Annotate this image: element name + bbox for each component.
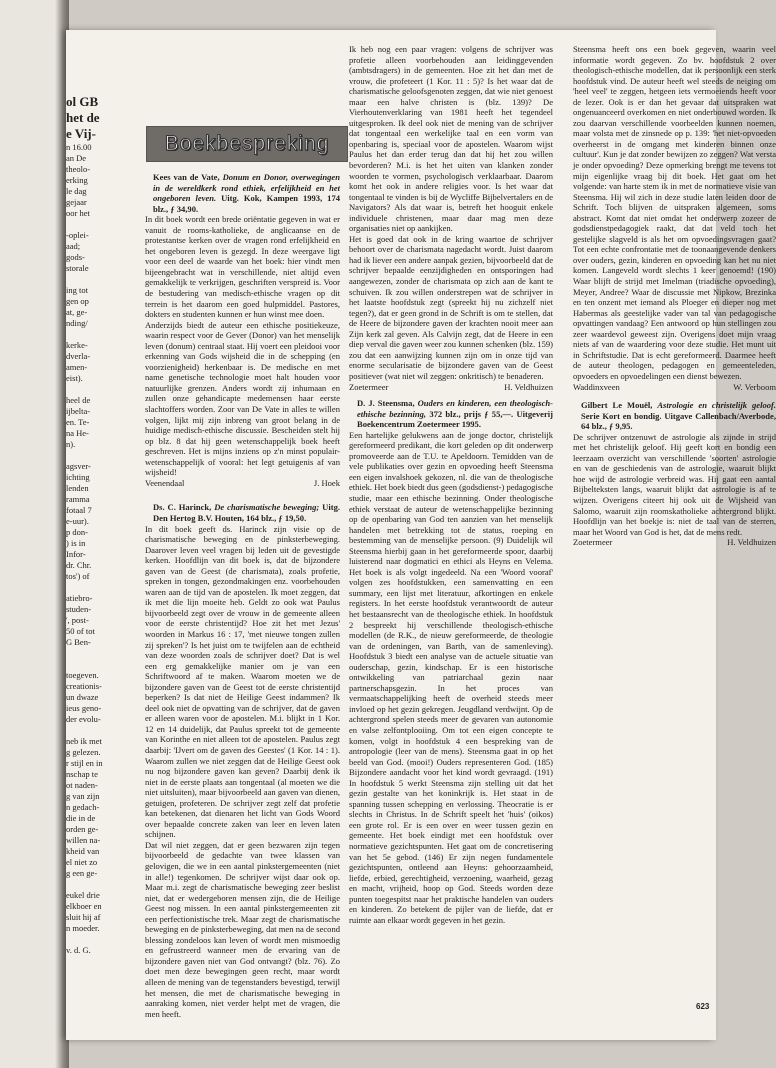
fragment-line: n moeder.	[66, 923, 100, 933]
review1-heading: Kees van de Vate, Donum en Donor, overwegingen in de wereldkerk rond ethiek, erfelijkheid en het ongeboren leven. Uitg. Kok, Kampen 1993, 174 blz., ƒ 34,90.	[153, 172, 340, 214]
fragment-line	[66, 659, 122, 670]
fragment-line: g van zijn	[66, 791, 100, 801]
fragment-line	[66, 384, 122, 395]
fragment-line: elkboer en	[66, 901, 102, 911]
fragment-line: eist).	[66, 373, 83, 383]
fragment-line: nschap te	[66, 769, 98, 779]
fragment-heading-line: het de	[66, 110, 100, 125]
fragment-line: eukel drie	[66, 890, 100, 900]
review4-body: De schrijver ontzenuwt de astrologie als zijnde in strijd met het christelijk geloof. Hij geeft kort en bondig een leerzaam overzicht van verschillende 'soorten' astrologie en van de geschiedenis van de astrologie, waaruit blijkt hoe wijd de astrologie verbreid was. Hij gaat een aantal Bijbelteksten langs, waaruit blijkt dat astrologie is af te wijzen. Overigens citeert hij ook uit de Wijsheid van Salomo, waaruit zijn roomskatholieke achtergrond blijkt. Hoofdlijn van het boekje is: niet de taal van de sterren, maar het Woord van God is het, dat de mens redt.	[573, 431, 776, 537]
column-2	[349, 44, 553, 925]
fragment-line: at, ge-	[66, 307, 88, 317]
fragment-line: e-uur).	[66, 516, 89, 526]
fragment-line: toegeven.	[66, 670, 99, 680]
review2-heading: Ds. C. Harinck, De charismatische beweging; Uitg. Den Hertog B.V. Houten, 164 blz., ƒ 19,50.	[153, 502, 340, 523]
column-1	[145, 172, 340, 1019]
fragment-line: dr. Chr.	[66, 560, 92, 570]
fragment-line: oor het	[66, 208, 90, 218]
fragment-line: ', post-	[66, 615, 89, 625]
fragment-line: 50 of tot	[66, 626, 95, 636]
fragment-line: ing tot	[66, 285, 88, 295]
review2-signature: Zoetermeer H. Veldhuizen	[349, 381, 553, 392]
fragment-line: erking	[66, 175, 88, 185]
fragment-line	[66, 934, 122, 945]
fragment-line: el niet zo	[66, 857, 98, 867]
review1-signature: Veenendaal J. Hoek	[145, 477, 340, 488]
fragment-line: amen-	[66, 362, 88, 372]
fragment-line: ijbelta-	[66, 406, 91, 416]
fragment-line: nding/	[66, 318, 88, 328]
fragment-line: ot naden-	[66, 780, 98, 790]
fragment-line: n).	[66, 439, 76, 449]
fragment-line: willen na-	[66, 835, 101, 845]
fragment-line: un dwaze	[66, 692, 99, 702]
fragment-line: dverla-	[66, 351, 91, 361]
fragment-line: n gedach-	[66, 802, 100, 812]
fragment-line: le dag	[66, 186, 87, 196]
review4-heading: Gilbert Le Mouël, Astrologie en christelijk geloof. Serie Kort en bondig. Uitgave Callenbach/Averbode, 64 blz., ƒ 9,95.	[581, 400, 776, 432]
fragment-line: aad;	[66, 241, 81, 251]
fragment-heading-line: ol GB	[66, 94, 99, 109]
fragment-line: agsver-	[66, 461, 91, 471]
fragment-lines	[66, 142, 122, 956]
review2-body3: Ik heb nog een paar vragen: volgens de schrijver was profetie alleen voorbehouden aan leidinggevenden (ambtsdragers) in de gemeenten. Hoe zit het dan met de vrouw, die profeteert (1 Kor. 11 : 5)? Is het waar dat de charismatische geloofsgenoten zeggen, dat wie niet genoest maar een halve christen is (blz. 139)? De Vierhoutenverklaring van 1981 heeft het tegendeel uitgesproken. Ik deel ook niet de mening van de schrijver dat tongentaal een werkelijke taal en een vorm van openbaring is, speciaal voor de apostelen. Waarom wijst Paulus het dan erder terug dan dat hij het zou willen bevorderen? M.i. is het het uiten van klanken zonder woorden te vormen, psychologisch verklaarbaar. Daarom komt het ook in andere religies voor. Is het waar dat tongentaal te vinden is bij de Wycliffe Bijbelvertalers en de Navigators? Als dat waar is, betreft het hooguit enkele individuele christenen, maar daar mag men deze organisaties niet op aankijken.	[349, 44, 553, 234]
page-gutter	[0, 0, 62, 1068]
fragment-heading-line: e Vij-	[66, 126, 96, 141]
review3-body2: Steensma heeft ons een boek gegeven, waarin veel informatie wordt gegeven. Zo bv. hoofdstuk 2 over theologisch-ethische modellen, dat ik persoonlijk een sterk hoofdstuk vind. De auteur heeft wel steeds de neiging om 'heel veel' te zeggen, hetgeen iets vermoeiends heeft voor de lezer. Ook is er dan het gevaar dat uitspraken wat ongenuanceerd overkomen en niet onderbouwd worden. Ik zou daarvan verschillende voorbeelden kunnen noemen, maar volsta met de zinsnede op p. 139: 'het niet-opvoeden overheerst in de omgang met kinderen binnen onze cultuur'. Kun je dat zonder bewijzen zo zeggen? Wat versta je onder opvoeding? Deze opmerking brengt me tevens tot mijn eigenlijke vraag bij dit boek. Het gaat om het volgende: van harte stem ik in met de normatieve visie van Steensma. Hij wil zich in deze studie laten leiden door de Schrift. Toch blijven de uitspraken algemeen, soms abstract. Komt dat niet omdat het onderwerp zozeer de godsdienstpedagogiek raakt, dat dat veld toch het gestelijke slagveld is als het om opvoedingsvragen gaat? Tot een echte confrontatie met de toonaangevende denkers over ouders, gezin, kinderen en opvoeding kan het nu niet komen. Langeveld wordt slechts 1 keer genoemd! (190) Waar blijft de strijd met Imelman (triadische opvoeding), Meyer, Andree? Waar de discussie met Nipkow, Brezinka en ten onzent met iemand als Ploeger en dieper nog met Habermas als geestelijke vader van tal van pedagogische opvattingen vandaag? Een antwoord op hun stellingen zou zeer waardevol geweest zijn. Overigens doet mijn vraag niets af van de waardering voor deze studie. Het munt uit in Schriftstudie. Dat is echt gereformeerd. Daarmee heeft de auteur theologen, pedagogen en gemeenteleden, opvoeders en opvoedelingen een dienst bewezen.	[573, 44, 776, 381]
section-title-banner	[146, 126, 348, 162]
fragment-line: neb ik met	[66, 736, 102, 746]
fragment-line: gods-	[66, 252, 85, 262]
fragment-line: studen-	[66, 604, 92, 614]
fragment-line: ramma	[66, 494, 90, 504]
left-page-fragment	[66, 94, 122, 956]
fragment-line: storale	[66, 263, 89, 273]
fragment-line: en. Te-	[66, 417, 90, 427]
review2-body2: Dat wil niet zeggen, dat er geen bezwaren zijn tegen bijvoorbeeld de gedachte van twee klassen van gelovigen, die we in een aantal pinkstergemeenten (niet in alle!) tegenkomen. De schrijver wijst daar ook op. Maar m.i. zegt de charismatische beweging zeer beslist niet, dat er wedergeboren mensen zijn, die de Heilige Geest nog missen. In een aantal pinkstergemeenten zit een perfectionistische trek. Maar zegt de charismatische beweging en de pinksterbeweging, dat men na de second blessing zondeloos kan leven of wordt men mismoedig en gefrustreerd wanneer men de ervaring van de bijzondere gaven niet van God ontvangt? (blz. 76). Zo doet men deze bewegingen geen recht, maar wordt alleen de mening van de tegenstanders bevestigd, terwijl het mensen, die met de charismatische beweging in aanraking komen, niet verder helpt met de vragen, die men heeft.	[145, 839, 340, 1019]
fragment-line: die in de	[66, 813, 96, 823]
fragment-heading	[66, 94, 122, 142]
fragment-line: ) is in	[66, 538, 86, 548]
fragment-line	[66, 582, 122, 593]
fragment-line: kerke-	[66, 340, 88, 350]
review2-body4: Het is goed dat ook in de kring waartoe de schrijver behoort over de charismata nagedacht wordt. Juist daarom had ik liever een andere aanpak gezien, bijvoorbeeld dat de schrijver bepaalde eenzijdigheden en ontsporingen had aangewezen, zonder de charismata op zich aan de kant te schuiven. Ik zou willen onderstrepen wat de schrijver in het laatste hoofdstuk zegt (spreekt hij nu zichzelf niet tegen?), dat er geen grond in de Schrift is om te stellen, dat de Heere de bijzondere gaven der krachten nooit meer aan Zijn kerk zal geven. Als Calvijn zegt, dat de Heere in een diep verval die gaven weer zou kunnen schenken (blz. 159) zou dat een aanwijzing kunnen zijn om in onze tijd van enorme secularisatie de bijzondere gaven van de Geest positiever (wat niet wil zeggen: onkritisch) te benaderen.	[349, 233, 553, 381]
fragment-line: g een ge-	[66, 868, 98, 878]
review1-body: In dit boek wordt een brede oriëntatie gegeven in wat er vanuit de rooms-katholieke, de anglicaanse en de protestantse kerken over de vragen rond erfelijkheid en het ongeboren leven is gezegd. In deze weergave ligt voor een deel de waarde van het boek: hier vindt men bijeengebracht wat in verschillende, niet altijd even gemakkelijk te verkrijgen, geschriften verspreid is. Voor de bestudering van medisch-ethische vragen op dit terrein is het daarom een goed hulpmiddel. Pastores, dokters en studenten kunnen er hun winst mee doen.	[145, 214, 340, 320]
fragment-line	[66, 648, 122, 659]
fragment-line	[66, 219, 122, 230]
review1-body2: Anderzijds biedt de auteur een ethische positiekeuze, waarin respect voor de Gever (Donor) van het menselijk leven (donum) centraal staat. Hij voert een pleidooi voor erkenning van Gods wijsheid die in de schepping (en voorzienigheid) herkenbaar is. De medische en met name genetische technologie moet halt houden voor natuurlijke grenzen. Anders wordt zij inhumaan en zullen onze gehandicapte medemensen haar eerste slachtoffers worden. Zoor van De Vate in alles te willen volgen, lijkt mij zijn inbreng van groot belang in de huidige medisch-ethische discussie. Bescheiden stelt hij op blz. 8 dat hij geen wetenschappelijk boek heeft geschreven. Het is mijns inziens op z'n minst populair-wetenschappelijk of vooral: het legt getuigenis af van wijsheid!	[145, 319, 340, 478]
fragment-line: tos') of	[66, 571, 90, 581]
fragment-line: g gelezen.	[66, 747, 101, 757]
fragment-line: lenden	[66, 483, 89, 493]
review3-signature: Waddinxveen W. Verboom	[573, 381, 776, 392]
review3-heading: D. J. Steensma, Ouders en kinderen, een theologisch-ethische bezinning, 372 blz., prijs ƒ 55,—. Uitgeverij Boekencentrum Zoetermeer 1995.	[357, 398, 553, 430]
fragment-line: atiebro-	[66, 593, 93, 603]
fragment-line: sluit hij af	[66, 912, 101, 922]
fragment-line	[66, 274, 122, 285]
review2-body: In dit boek geeft ds. Harinck zijn visie op de charismatische beweging en de pinksterbeweging. Daarover leven veel vragen bij leden uit de gevestigde kerken. Hoofdlijn van dit boek is, dat de bijzondere gaven van de Geest (de charismata), zoals profetie, spreken in tongen, gezondmakingen enz. voorbehouden waren aan de tijd van de apostelen. Ik moet zeggen, dat ik met die lijn moeite heb. Geldt zo ook wat Paulus bijvoorbeeld zegt over de vrouw in de gemeente alleen voor de eerste christentijd? Hoe zit het met Jezus' woorden in Markus 16 : 17, 'met nieuwe tongen zullen zij spreken'? Is het juist om te twijfelen aan de echtheid van deze woorden zoals de schrijver doet? Dat is wel een erg gemakkelijke manier om je van een Schriftwoord af te maken. Waarom moeten we de bijzondere gaven van de Geest tot de eerste christentijd beperken? Is dat niet de Heilige Geest indammen? Ik deel ook niet de opvatting van de schrijver, dat de gaven er alleen waren voor de apostelen. M.i. blijkt in 1 Kor. 12 en 14 duidelijk, dat Paulus spreekt tot de gemeente van Korinthe en niet alleen tot de apostelen. Paulus zegt daarbij: 'IJvert om de gaven des Geestes' (1 Kor. 14 : 1). Waarom zullen we niet zeggen dat de Heilige Geest ook nu nog bijzondere gaven kan geven? Daarbij denk ik niet in de eerste plaats aan tongentaal (al moeten we die niet uitsluiten), maar bijvoorbeeld aan gaven van dienen, getuigen, profeteren. De schrijver zegt zelf dat profetie kan betekenen, dat dienaren het licht van Gods Woord over bepaalde concrete zaken van leer en leven laten schijnen.	[145, 523, 340, 840]
fragment-line	[66, 879, 122, 890]
fragment-line: heel de	[66, 395, 91, 405]
fragment-line	[66, 725, 122, 736]
fragment-line: fotaal 7	[66, 505, 92, 515]
magazine-page	[66, 30, 776, 1040]
fragment-line: kheid van	[66, 846, 100, 856]
fragment-line: creationis-	[66, 681, 102, 691]
fragment-line	[66, 450, 122, 461]
fragment-line: na He-	[66, 428, 89, 438]
fragment-line: gen op	[66, 296, 89, 306]
fragment-line: n 16.00	[66, 142, 92, 152]
fragment-line: v. d. G.	[66, 945, 91, 955]
fragment-line: orden ge-	[66, 824, 99, 834]
fragment-line: Infor-	[66, 549, 86, 559]
fragment-line: an De	[66, 153, 87, 163]
section-title: Boekbespreking	[164, 132, 330, 155]
fragment-line: ichting	[66, 472, 90, 482]
review3-body: Een hartelijke gelukwens aan de jonge doctor, christelijk gereformeerd predikant, die kort geleden op dit onderwerp promoveerde aan de T.U. te Apeldoorn. Temidden van de vele publikaties over gezin en opvoeding heeft Steensma een eigen invalshoek gekozen, nl. die van de theologische ethiek. Het boek biedt dus geen (godsdienst-) pedagogische studie, maar een ethische bezinning. Onder theologische ethiek verstaat de auteur de wetenschappelijke bezinning op de openbaring van God ten aanzien van het menselijk handelen met betrekking tot de status, roeping en bestemming van de menselijke persoon. (9) Duidelijk wil Steensma hierbij gaan in het gereformeerde spoor, daarbij luisterend naar dogmatici en ethici als Heyns en Velema. Het boek is als volgt ingedeeld. Na een 'Woord vooraf' volgen zes hoofdstukken, een samenvatting en een summary, een lijst met literatuur, afkortingen en enkele registers. In het eerste hoofdstuk verantwoordt de auteur het bestaansrecht van de theologische ethiek. In hoofdstuk 2 bespreekt hij verschillende theologisch-ethische modellen (de R.K., de nieuw gereformeerde, de theologie van de ordeningen, van Barth, van de samenleving). Hoofdstuk 3 biedt een analyse van de actuele situatie van ouderschap, gezin, kindschap. Er is een historische ontwikkeling van patriarchaal gezin naar partnerschapsgezin. In het proces van vermaatschappelijking heeft de overheid steeds meer invloed op het gezin gekregen. Jeugdland verdwijnt. Op de achtergrond spelen steeds meer de gevaren van autonomie en valse zelfontplooiing. Om tot een eigen concepte te komen, volgt in hoofdstuk 4 een bespreking van de antropologie (leer van de mens). Steensma gaat in op het beeld van God. (mooi!) Ouders representeren God. (185) Bijzondere aandacht voor het kind wordt gevraagd. (191) In hoofdstuk 5 werkt Steensma zijn stelling uit dat het gezin gestalte van het koninkrijk is. Het staat in de spanning tussen schepping en verlossing. Theocratie is er slechts in Christus. In de Schrift speelt het 'huis' (oikos) een grote rol. Er is een over en weer tussen gezin en gemeente. Het boek eindigt met een hoofdstuk over normatieve gezichtspunten. Het gaat om de concretisering van het 5e gebod. (146) Er zijn negen fundamentele gezichtspunten, ontleend aan Heyns: gehoorzaamheid, liefde, erbied, gerechtigheid, verzoening, waarheid, gezag en macht, vrijheid, hoop op God. Steeds worden deze punten toegespitst naar het praktische handelen van ouders en kinderen. Zo betekent de pijler van de liefde, dat er ruimte aan elkaar wordt gegeven in het gezin.	[349, 429, 553, 925]
fragment-line: theolo-	[66, 164, 91, 174]
fragment-line: -oplei-	[66, 230, 89, 240]
page-number: 623	[696, 1002, 710, 1011]
fragment-line: der evolu-	[66, 714, 101, 724]
fragment-line: ieus geno-	[66, 703, 102, 713]
review4-signature: Zoetermeer H. Veldhuizen	[573, 537, 776, 548]
fragment-line: gejaar	[66, 197, 87, 207]
column-3	[573, 44, 776, 548]
fragment-line	[66, 329, 122, 340]
fragment-line: r stijl en in	[66, 758, 103, 768]
fragment-line: p don-	[66, 527, 88, 537]
fragment-line: G Ben-	[66, 637, 91, 647]
